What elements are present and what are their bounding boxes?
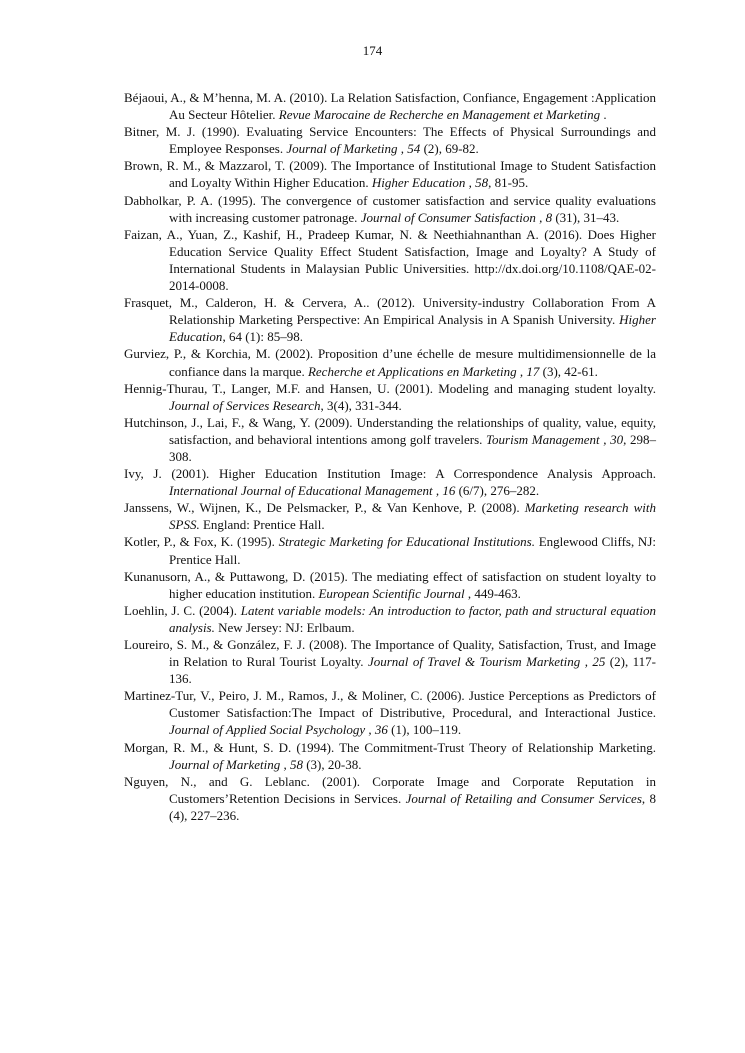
reference-entry: Ivy, J. (2001). Higher Education Institution Image: A Correspondence Analysis Approach. International Journal of Educational Management , 16 (6/7), 276–282. <box>124 466 656 499</box>
reference-list <box>124 89 656 824</box>
reference-entry: Gurviez, P., & Korchia, M. (2002). Proposition d’une échelle de mesure multidimensionnelle de la confiance dans la marque. Recherche et Applications en Marketing , 17 (3), 42-61. <box>124 346 656 379</box>
reference-entry: Hutchinson, J., Lai, F., & Wang, Y. (2009). Understanding the relationships of quality, value, equity, satisfaction, and behavioral intentions among golf travelers. Tourism Management , 30, 298–308. <box>124 414 657 464</box>
reference-entry: Loureiro, S. M., & González, F. J. (2008). The Importance of Quality, Satisfaction, Trust, and Image in Relation to Rural Tourist Loyalty. Journal of Travel & Tourism Marketing , 25 (2), 117-136. <box>124 637 656 687</box>
reference-entry: Morgan, R. M., & Hunt, S. D. (1994). The Commitment-Trust Theory of Relationship Marketing. Journal of Marketing , 58 (3), 20-38. <box>124 739 656 772</box>
reference-entry: Kotler, P., & Fox, K. (1995). Strategic Marketing for Educational Institutions. Englewood Cliffs, NJ: Prentice Hall. <box>124 534 656 567</box>
reference-entry: Martinez-Tur, V., Peiro, J. M., Ramos, J., & Moliner, C. (2006). Justice Perceptions as Predictors of Customer Satisfaction:The Impact of Distributive, Procedural, and Interactional Justice. Journal of Applied Social Psychology , 36 (1), 100–119. <box>124 688 656 738</box>
reference-entry: Brown, R. M., & Mazzarol, T. (2009). The Importance of Institutional Image to Student Satisfaction and Loyalty Within Higher Education. Higher Education , 58, 81-95. <box>124 158 656 191</box>
reference-entry: Frasquet, M., Calderon, H. & Cervera, A.. (2012). University-industry Collaboration From A Relationship Marketing Perspective: An Empirical Analysis in A Spanish University. Higher Education, 64 (1): 85–98. <box>124 295 656 345</box>
reference-entry: Janssens, W., Wijnen, K., De Pelsmacker, P., & Van Kenhove, P. (2008). Marketing research with SPSS. England: Prentice Hall. <box>124 500 656 533</box>
reference-entry: Nguyen, N., and G. Leblanc. (2001). Corporate Image and Corporate Reputation in Customers’Retention Decisions in Services. Journal of Retailing and Consumer Services, 8 (4), 227–236. <box>124 773 657 823</box>
reference-entry: Kunanusorn, A., & Puttawong, D. (2015). The mediating effect of satisfaction on student loyalty to higher education institution. European Scientific Journal , 449-463. <box>124 568 656 601</box>
page-number: 174 <box>362 43 383 58</box>
reference-entry: Dabholkar, P. A. (1995). The convergence of customer satisfaction and service quality evaluations with increasing customer patronage. Journal of Consumer Satisfaction , 8 (31), 31–43. <box>124 192 656 225</box>
reference-entry: Loehlin, J. C. (2004). Latent variable models: An introduction to factor, path and structural equation analysis. New Jersey: NJ: Erlbaum. <box>124 602 656 635</box>
reference-entry: Hennig-Thurau, T., Langer, M.F. and Hansen, U. (2001). Modeling and managing student loyalty. Journal of Services Research, 3(4), 331-344. <box>124 380 656 413</box>
reference-entry: Béjaoui, A., & M’henna, M. A. (2010). La Relation Satisfaction, Confiance, Engagement :Application Au Secteur Hôtelier. Revue Marocaine de Recherche en Management et Marketing . <box>124 90 656 123</box>
reference-entry: Faizan, A., Yuan, Z., Kashif, H., Pradeep Kumar, N. & Neethiahnanthan A. (2016). Does Higher Education Service Quality Effect Student Satisfaction, Image and Loyalty? A Study of International Students in Malaysian Public Universities. http://dx.doi.org/10.1108/QAE-02-2014-0008. <box>124 226 656 294</box>
reference-entry: Bitner, M. J. (1990). Evaluating Service Encounters: The Effects of Physical Surroundings and Employee Responses. Journal of Marketing , 54 (2), 69-82. <box>124 124 656 157</box>
